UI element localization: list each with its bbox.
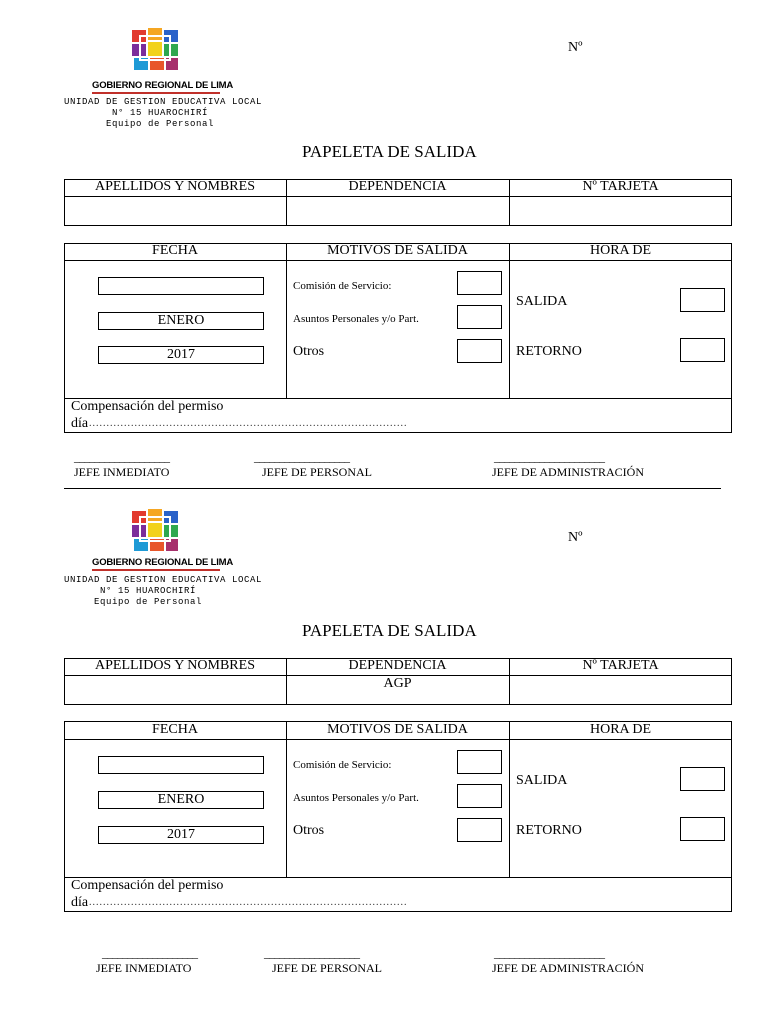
unit-line-3: Equipo de Personal — [94, 597, 203, 607]
government-logo — [130, 26, 182, 72]
compensation-day-field[interactable]: ........................................................................................... — [89, 897, 408, 908]
header-date: FECHA — [152, 722, 198, 737]
exit-time-field[interactable] — [680, 288, 725, 312]
header-card: Nº TARJETA — [582, 179, 659, 194]
government-logo — [130, 507, 182, 553]
unit-line-1: UNIDAD DE GESTION EDUCATIVA LOCAL — [64, 575, 263, 585]
month-field[interactable]: ENERO — [98, 312, 264, 330]
reason-service-label: Comisión de Servicio: — [293, 759, 392, 771]
sign-line-boss: ___________________ — [102, 946, 197, 960]
header-time: HORA DE — [589, 722, 652, 737]
header-dependency: DEPENDENCIA — [348, 179, 447, 194]
unit-line-3: Equipo de Personal — [106, 119, 215, 129]
reason-service-checkbox[interactable] — [457, 750, 502, 774]
month-field[interactable]: ENERO — [98, 791, 264, 809]
reason-personal-label: Asuntos Personales y/o Part. — [293, 313, 419, 325]
day-label: día — [71, 416, 89, 431]
reason-other-label: Otros — [293, 823, 325, 838]
exit-time-field[interactable] — [680, 767, 725, 791]
exit-time-label: SALIDA — [516, 773, 568, 788]
unit-line-2: N° 15 HUAROCHIRÍ — [112, 108, 209, 118]
reason-other-checkbox[interactable] — [457, 818, 502, 842]
sign-line-personnel: ___________________ — [264, 946, 359, 960]
reason-personal-checkbox[interactable] — [457, 305, 502, 329]
org-underline — [92, 569, 220, 571]
sign-line-personnel: ___________________ — [254, 450, 349, 464]
unit-line-1: UNIDAD DE GESTION EDUCATIVA LOCAL — [64, 97, 263, 107]
names-field[interactable] — [64, 676, 286, 704]
form-title: PAPELETA DE SALIDA — [302, 621, 477, 640]
header-card: Nº TARJETA — [582, 658, 659, 673]
header-names: APELLIDOS Y NOMBRES — [95, 658, 255, 673]
signature-boss: JEFE INMEDIATO — [74, 465, 170, 479]
signature-admin: JEFE DE ADMINISTRACIÓN — [492, 961, 645, 975]
year-field[interactable]: 2017 — [98, 826, 264, 844]
org-name: GOBIERNO REGIONAL DE LIMA — [92, 80, 234, 91]
header-reasons: MOTIVOS DE SALIDA — [327, 243, 468, 258]
reason-other-checkbox[interactable] — [457, 339, 502, 363]
reason-service-checkbox[interactable] — [457, 271, 502, 295]
slip-number-label: Nº — [568, 40, 583, 55]
org-name: GOBIERNO REGIONAL DE LIMA — [92, 557, 234, 568]
card-field[interactable] — [509, 676, 732, 704]
year-field[interactable]: 2017 — [98, 346, 264, 364]
compensation-label: Compensación del permiso — [71, 878, 224, 893]
reason-personal-checkbox[interactable] — [457, 784, 502, 808]
header-time: HORA DE — [589, 243, 652, 258]
reason-other-label: Otros — [293, 344, 325, 359]
signature-personnel: JEFE DE PERSONAL — [262, 465, 373, 479]
sign-line-boss: ___________________ — [74, 450, 169, 464]
sign-line-admin: ______________________ — [494, 946, 604, 960]
signature-personnel: JEFE DE PERSONAL — [272, 961, 383, 975]
compensation-label: Compensación del permiso — [71, 399, 224, 414]
day-field[interactable] — [98, 756, 264, 774]
unit-line-2: N° 15 HUAROCHIRÍ — [100, 586, 197, 596]
day-label: día — [71, 895, 89, 910]
header-dependency: DEPENDENCIA — [348, 658, 447, 673]
slip-number-label: Nº — [568, 530, 583, 545]
return-time-field[interactable] — [680, 338, 725, 362]
cut-line — [64, 488, 721, 490]
return-time-field[interactable] — [680, 817, 725, 841]
header-names: APELLIDOS Y NOMBRES — [95, 179, 255, 194]
return-time-label: RETORNO — [516, 344, 582, 359]
return-time-label: RETORNO — [516, 823, 582, 838]
day-field[interactable] — [98, 277, 264, 295]
org-underline — [92, 92, 220, 94]
compensation-day-field[interactable]: ........................................................................................... — [89, 418, 408, 429]
sign-line-admin: ______________________ — [494, 450, 604, 464]
header-reasons: MOTIVOS DE SALIDA — [327, 722, 468, 737]
form-title: PAPELETA DE SALIDA — [302, 142, 477, 161]
dependency-field[interactable]: AGP — [383, 676, 412, 691]
reason-personal-label: Asuntos Personales y/o Part. — [293, 792, 419, 804]
signature-boss: JEFE INMEDIATO — [96, 961, 192, 975]
names-field[interactable] — [64, 197, 286, 225]
exit-time-label: SALIDA — [516, 294, 568, 309]
signature-admin: JEFE DE ADMINISTRACIÓN — [492, 465, 645, 479]
reason-service-label: Comisión de Servicio: — [293, 280, 392, 292]
header-date: FECHA — [152, 243, 198, 258]
card-field[interactable] — [509, 197, 732, 225]
